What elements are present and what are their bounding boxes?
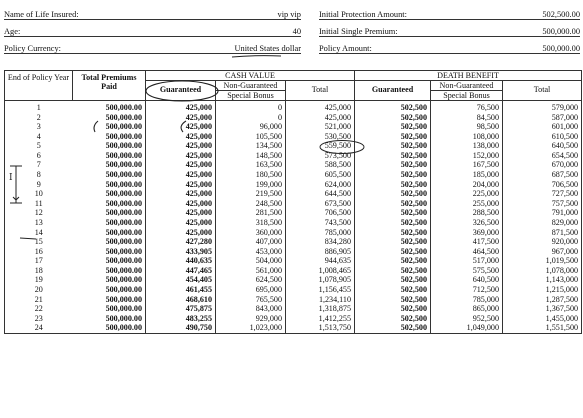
table-cell: 1 xyxy=(36,103,41,112)
table-cell: 425,000 xyxy=(146,141,216,151)
table-cell: 11 xyxy=(34,198,43,208)
info-value: United States dollar xyxy=(234,44,301,53)
table-cell: 18 xyxy=(34,265,43,275)
table-cell: 605,500 xyxy=(286,170,355,180)
table-cell: 425,000 xyxy=(146,208,216,218)
table-cell: 4 xyxy=(36,131,41,141)
table-row xyxy=(5,218,582,228)
table-cell: 425,000 xyxy=(146,101,216,113)
table-cell: 425,000 xyxy=(146,189,216,199)
info-row-name xyxy=(4,5,301,20)
table-cell: 500,000.00 xyxy=(105,217,142,227)
table-cell: 502,500 xyxy=(400,141,428,151)
table-row xyxy=(5,113,582,123)
table-cell: 952,500 xyxy=(431,314,503,324)
info-value: 40 xyxy=(292,27,301,36)
table-cell: 16 xyxy=(34,246,43,256)
table-cell: 425,000 xyxy=(146,132,216,142)
table-cell: 425,000 xyxy=(286,101,355,113)
table-cell: 502,500 xyxy=(400,208,428,218)
table-row xyxy=(5,304,582,314)
table-cell: 967,000 xyxy=(503,247,582,257)
table-cell: 8 xyxy=(36,170,41,180)
table-cell: 575,500 xyxy=(431,266,503,276)
table-cell: 559,500 xyxy=(286,141,355,151)
table-cell: 502,500 xyxy=(400,170,428,180)
table-cell: 785,000 xyxy=(286,228,355,238)
table-cell: 765,500 xyxy=(216,295,286,305)
table-cell: 23 xyxy=(34,313,43,323)
info-row-policy-amount xyxy=(319,39,580,54)
table-cell: 96,000 xyxy=(216,122,286,132)
table-cell: 84,500 xyxy=(431,113,503,123)
margin-mark-text: I xyxy=(9,173,13,183)
table-cell: 502,500 xyxy=(400,122,428,132)
table-cell: 10 xyxy=(34,189,43,199)
table-cell: 17 xyxy=(34,256,43,266)
table-cell: 530,500 xyxy=(286,132,355,142)
table-cell: 588,500 xyxy=(286,160,355,170)
table-cell: 225,000 xyxy=(431,189,503,199)
col-cv-special-bonus: Special Bonus xyxy=(216,91,286,101)
table-cell: 425,000 xyxy=(146,199,216,209)
table-row xyxy=(5,132,582,142)
table-cell: 447,465 xyxy=(146,266,216,276)
table-cell: 640,500 xyxy=(503,141,582,151)
table-cell: 920,000 xyxy=(503,237,582,247)
table-cell: 1,215,000 xyxy=(503,285,582,295)
table-cell: 502,500 xyxy=(400,294,428,304)
table-cell: 500,000.00 xyxy=(105,103,142,112)
table-cell: 500,000.00 xyxy=(105,170,142,180)
table-cell: 500,000.00 xyxy=(105,265,142,275)
table-cell: 464,500 xyxy=(431,247,503,257)
table-cell: 199,000 xyxy=(216,180,286,190)
table-cell: 502,500 xyxy=(400,189,428,199)
table-cell: 670,000 xyxy=(503,160,582,170)
table-cell: 163,500 xyxy=(216,160,286,170)
table-header xyxy=(5,71,582,101)
table-row xyxy=(5,189,582,199)
group-cash-value: CASH VALUE xyxy=(146,71,355,81)
table-cell: 500,000.00 xyxy=(105,313,142,323)
col-total-premiums-paid: Total Premiums Paid xyxy=(73,71,146,101)
table-cell: 500,000.00 xyxy=(105,122,142,132)
table-cell: 152,000 xyxy=(431,151,503,161)
table-cell: 255,000 xyxy=(431,199,503,209)
table-cell: 1,078,000 xyxy=(503,266,582,276)
table-cell: 712,500 xyxy=(431,285,503,295)
table-cell: 1,156,455 xyxy=(286,285,355,295)
col-end-of-policy-year: End of Policy Year xyxy=(5,71,73,101)
table-cell: 13 xyxy=(34,217,43,227)
table-cell: 785,000 xyxy=(431,295,503,305)
table-cell: 76,500 xyxy=(431,101,503,113)
policy-info-left xyxy=(4,5,301,53)
table-cell: 1,049,000 xyxy=(431,323,503,333)
table-cell: 502,500 xyxy=(400,179,428,189)
table-cell: 624,500 xyxy=(216,275,286,285)
table-cell: 500,000.00 xyxy=(105,246,142,256)
table-cell: 475,875 xyxy=(146,304,216,314)
table-cell: 757,500 xyxy=(503,199,582,209)
table-cell: 3 xyxy=(36,122,41,132)
table-cell: 500,000.00 xyxy=(105,112,142,122)
table-cell: 502,500 xyxy=(400,246,428,256)
table-cell: 502,500 xyxy=(400,103,428,112)
table-cell: 425,000 xyxy=(286,113,355,123)
table-cell: 19 xyxy=(34,275,43,285)
table-cell: 22 xyxy=(34,304,43,314)
table-cell: 834,280 xyxy=(286,237,355,247)
table-cell: 843,000 xyxy=(216,304,286,314)
table-cell: 1,234,110 xyxy=(286,295,355,305)
table-cell: 727,500 xyxy=(503,189,582,199)
table-cell: 502,500 xyxy=(400,323,428,333)
table-cell: 360,000 xyxy=(216,228,286,238)
table-cell: 425,000 xyxy=(146,228,216,238)
table-cell: 20 xyxy=(34,284,43,294)
table-row xyxy=(5,199,582,209)
table-cell: 944,635 xyxy=(286,256,355,266)
table-row xyxy=(5,256,582,266)
table-cell: 98,500 xyxy=(431,122,503,132)
table-cell: 248,500 xyxy=(216,199,286,209)
table-cell: 791,000 xyxy=(503,208,582,218)
table-cell: 502,500 xyxy=(400,112,428,122)
table-cell: 500,000.00 xyxy=(105,294,142,304)
table-cell: 500,000.00 xyxy=(105,160,142,170)
info-value: 500,000.00 xyxy=(542,27,580,36)
table-cell: 886,905 xyxy=(286,247,355,257)
benefit-illustration-table xyxy=(4,70,582,334)
table-row xyxy=(5,285,582,295)
table-cell: 5 xyxy=(36,141,41,151)
table-cell: 180,500 xyxy=(216,170,286,180)
table-cell: 427,280 xyxy=(146,237,216,247)
table-cell: 500,000.00 xyxy=(105,141,142,151)
table-cell: 24 xyxy=(34,323,43,333)
table-cell: 148,500 xyxy=(216,151,286,161)
table-cell: 326,500 xyxy=(431,218,503,228)
table-cell: 500,000.00 xyxy=(105,256,142,266)
table-cell: 502,500 xyxy=(400,265,428,275)
table-cell: 502,500 xyxy=(400,198,428,208)
table-cell: 561,000 xyxy=(216,266,286,276)
info-row-premium xyxy=(319,22,580,37)
table-cell: 1,513,750 xyxy=(286,323,355,333)
table-cell: 1,455,000 xyxy=(503,314,582,324)
table-cell: 644,500 xyxy=(286,189,355,199)
table-cell: 138,000 xyxy=(431,141,503,151)
table-cell: 9 xyxy=(36,179,41,189)
table-cell: 502,500 xyxy=(400,284,428,294)
col-db-guaranteed: Guaranteed xyxy=(355,81,431,101)
table-cell: 500,000.00 xyxy=(105,227,142,237)
table-cell: 1,551,500 xyxy=(503,323,582,333)
table-cell: 407,000 xyxy=(216,237,286,247)
table-cell: 706,500 xyxy=(286,208,355,218)
info-label: Policy Currency: xyxy=(4,44,61,53)
policy-info-right xyxy=(319,5,580,53)
table-cell: 502,500 xyxy=(400,150,428,160)
table-cell: 417,500 xyxy=(431,237,503,247)
info-label: Age: xyxy=(4,27,21,36)
table-cell: 1,019,500 xyxy=(503,256,582,266)
table-row xyxy=(5,237,582,247)
col-cv-guaranteed: Guaranteed xyxy=(146,81,216,101)
table-row xyxy=(5,101,582,113)
info-label: Name of Life Insured: xyxy=(4,10,79,19)
table-row xyxy=(5,141,582,151)
table-cell: 1,318,875 xyxy=(286,304,355,314)
table-cell: 695,000 xyxy=(216,285,286,295)
info-value: 502,500.00 xyxy=(542,10,580,19)
table-row xyxy=(5,122,582,132)
col-cv-total: Total xyxy=(286,81,355,101)
table-cell: 502,500 xyxy=(400,131,428,141)
table-cell: 929,000 xyxy=(216,314,286,324)
table-cell: 502,500 xyxy=(400,160,428,170)
table-cell: 1,023,000 xyxy=(216,323,286,333)
table-cell: 500,000.00 xyxy=(105,179,142,189)
table-cell: 425,000 xyxy=(146,151,216,161)
info-value: 500,000.00 xyxy=(542,44,580,53)
table-row xyxy=(5,228,582,238)
col-db-total: Total xyxy=(503,81,582,101)
table-row xyxy=(5,295,582,305)
table-row xyxy=(5,323,582,333)
table-cell: 500,000.00 xyxy=(105,198,142,208)
table-cell: 706,500 xyxy=(503,180,582,190)
table-cell: 502,500 xyxy=(400,217,428,227)
table-row xyxy=(5,275,582,285)
table-cell: 288,500 xyxy=(431,208,503,218)
table-row xyxy=(5,160,582,170)
table-cell: 687,500 xyxy=(503,170,582,180)
table-cell: 500,000.00 xyxy=(105,131,142,141)
table-cell: 673,500 xyxy=(286,199,355,209)
table-cell: 219,500 xyxy=(216,189,286,199)
table-cell: 587,000 xyxy=(503,113,582,123)
table-cell: 454,405 xyxy=(146,275,216,285)
table-cell: 500,000.00 xyxy=(105,237,142,247)
table-cell: 369,000 xyxy=(431,228,503,238)
table-cell: 500,000.00 xyxy=(105,304,142,314)
group-death-benefit: DEATH BENEFIT xyxy=(355,71,582,81)
table-cell: 502,500 xyxy=(400,256,428,266)
table-cell: 504,000 xyxy=(216,256,286,266)
table-cell: 461,455 xyxy=(146,285,216,295)
table-cell: 1,143,000 xyxy=(503,275,582,285)
table-cell: 425,000 xyxy=(146,218,216,228)
table-cell: 134,500 xyxy=(216,141,286,151)
table-cell: 15 xyxy=(34,237,43,247)
table-cell: 0 xyxy=(216,101,286,113)
table-row xyxy=(5,151,582,161)
table-cell: 105,500 xyxy=(216,132,286,142)
table-cell: 640,500 xyxy=(431,275,503,285)
table-cell: 500,000.00 xyxy=(105,189,142,199)
table-cell: 502,500 xyxy=(400,227,428,237)
table-cell: 502,500 xyxy=(400,304,428,314)
table-cell: 871,500 xyxy=(503,228,582,238)
table-cell: 425,000 xyxy=(146,170,216,180)
col-db-special-bonus: Special Bonus xyxy=(431,91,503,101)
info-label: Initial Single Premium: xyxy=(319,27,398,36)
table-row xyxy=(5,208,582,218)
table-cell: 1,287,500 xyxy=(503,295,582,305)
table-cell: 204,000 xyxy=(431,180,503,190)
table-cell: 865,000 xyxy=(431,304,503,314)
table-cell: 14 xyxy=(34,227,43,237)
table-row xyxy=(5,266,582,276)
table-cell: 502,500 xyxy=(400,237,428,247)
table-cell: 601,000 xyxy=(503,122,582,132)
info-value: vip vip xyxy=(277,10,301,19)
table-cell: 1,078,905 xyxy=(286,275,355,285)
underline-currency-mark xyxy=(232,56,281,57)
table-cell: 521,000 xyxy=(286,122,355,132)
table-cell: 1,412,255 xyxy=(286,314,355,324)
table-row xyxy=(5,170,582,180)
table-cell: 425,000 xyxy=(146,160,216,170)
table-cell: 425,000 xyxy=(146,122,216,132)
table-cell: 0 xyxy=(216,113,286,123)
table-cell: 573,500 xyxy=(286,151,355,161)
table-cell: 654,500 xyxy=(503,151,582,161)
table-cell: 500,000.00 xyxy=(105,275,142,285)
table-row xyxy=(5,314,582,324)
table-cell: 1,008,465 xyxy=(286,266,355,276)
table-cell: 281,500 xyxy=(216,208,286,218)
table-cell: 12 xyxy=(34,208,43,218)
table-cell: 502,500 xyxy=(400,313,428,323)
table-cell: 500,000.00 xyxy=(105,323,142,333)
table-cell: 468,610 xyxy=(146,295,216,305)
table-cell: 490,750 xyxy=(146,323,216,333)
table-cell: 433,905 xyxy=(146,247,216,257)
table-cell: 743,500 xyxy=(286,218,355,228)
table-cell: 500,000.00 xyxy=(105,284,142,294)
table-body xyxy=(5,101,582,334)
table-cell: 610,500 xyxy=(503,132,582,142)
table-cell: 483,255 xyxy=(146,314,216,324)
info-row-protection xyxy=(319,5,580,20)
table-cell: 185,000 xyxy=(431,170,503,180)
table-cell: 2 xyxy=(36,112,41,122)
col-db-non-guaranteed: Non-Guaranteed xyxy=(431,81,503,91)
table-cell: 108,000 xyxy=(431,132,503,142)
table-row xyxy=(5,247,582,257)
col-cv-non-guaranteed: Non-Guaranteed xyxy=(216,81,286,91)
table-cell: 500,000.00 xyxy=(105,208,142,218)
table-row xyxy=(5,180,582,190)
table-cell: 502,500 xyxy=(400,275,428,285)
table-cell: 500,000.00 xyxy=(105,150,142,160)
table-cell: 453,000 xyxy=(216,247,286,257)
table-cell: 21 xyxy=(34,294,43,304)
table-cell: 624,000 xyxy=(286,180,355,190)
table-cell: 425,000 xyxy=(146,180,216,190)
info-label: Initial Protection Amount: xyxy=(319,10,407,19)
info-row-age xyxy=(4,22,301,37)
table-cell: 167,500 xyxy=(431,160,503,170)
table-cell: 440,635 xyxy=(146,256,216,266)
table-cell: 7 xyxy=(36,160,41,170)
table-cell: 579,000 xyxy=(503,101,582,113)
table-cell: 6 xyxy=(36,150,41,160)
info-row-currency xyxy=(4,39,301,54)
table-cell: 1,367,500 xyxy=(503,304,582,314)
table-cell: 318,500 xyxy=(216,218,286,228)
info-label: Policy Amount: xyxy=(319,44,372,53)
table-cell: 829,000 xyxy=(503,218,582,228)
table-cell: 425,000 xyxy=(146,113,216,123)
table-cell: 517,000 xyxy=(431,256,503,266)
